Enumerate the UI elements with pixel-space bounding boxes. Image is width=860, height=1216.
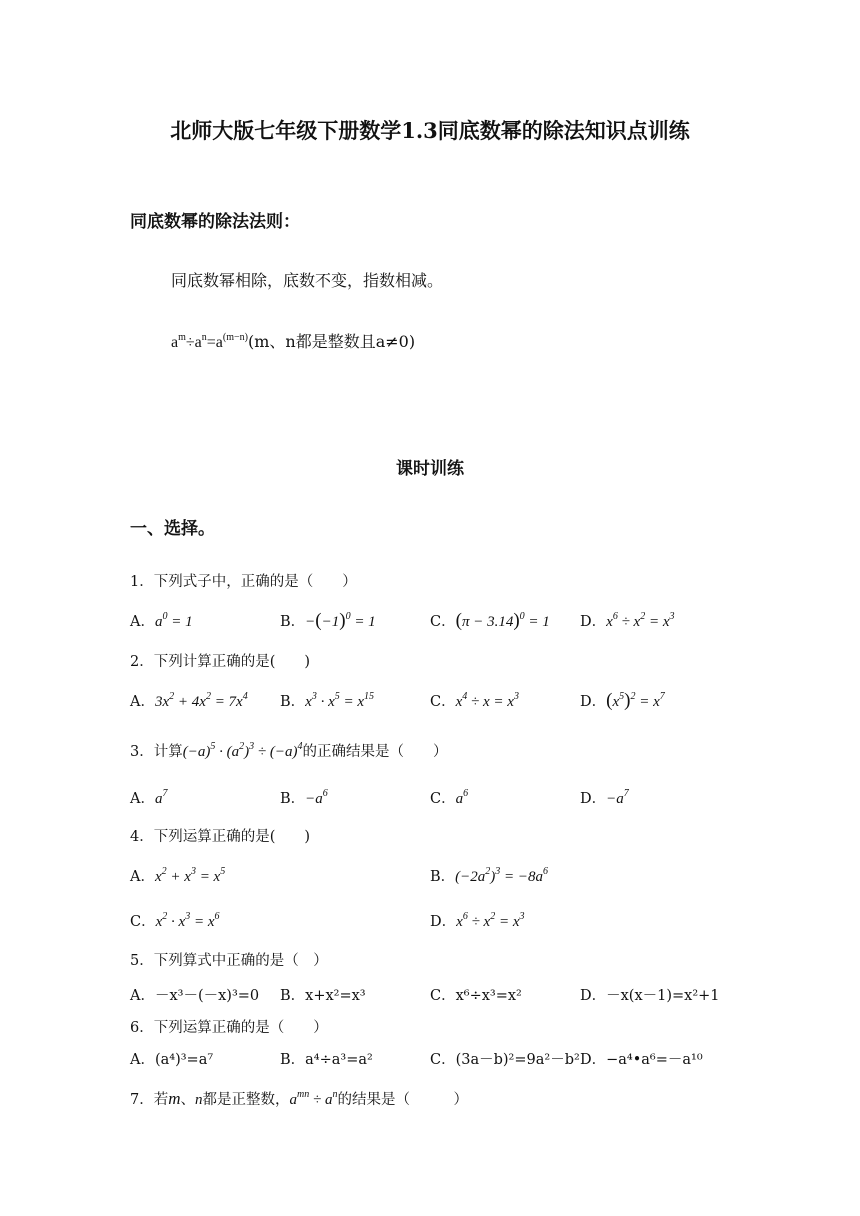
rule-text: 同底数幂相除，底数不变，指数相减。: [171, 271, 444, 290]
question-7-stem: 7．若m、n都是正整数，$a^{mn} \div a^n$的结果是（ ）: [130, 1089, 468, 1108]
q4-option-b: B．$(-2a^2)^3 = -8a^6$: [430, 866, 549, 885]
question-3-stem: 3．计算$(-a)^5 \cdot (a^2)^3 \div (-a)^4$的正确结果是（ ）: [130, 741, 448, 760]
formula-line: $a^m\div a^n=a^{(m-n)}(m$、n都是整数且a≠0): [171, 332, 416, 351]
q2-option-d: D．$(x^5)^2 = x^7$: [580, 690, 665, 711]
formula-condition: (m、n都是整数且a≠0): [247, 332, 416, 351]
q3-option-c: C．$a^6$: [430, 788, 469, 807]
q6-option-a: A．(a⁴)³=a⁷: [130, 1052, 214, 1068]
rule-heading: 同底数幂的除法法则：: [130, 212, 300, 232]
question-6-stem: 6．下列运算正确的是（ ）: [130, 1020, 328, 1036]
q4-option-c: C．$x^2 \cdot x^3 = x^6$: [130, 911, 220, 930]
q3-option-a: A．$a^7$: [130, 788, 168, 807]
q5-option-b: B．x+x²=x³: [280, 988, 366, 1004]
question-5-stem: 5．下列算式中正确的是（ ）: [130, 953, 328, 969]
q1-option-b: B．$-(-1)^0 = 1$: [280, 610, 376, 631]
q5-option-a: A．－x³－(－x)³=0: [130, 988, 260, 1004]
q1-option-d: D．$x^6 \div x^2 = x^3$: [580, 611, 675, 630]
q2-option-c: C．$x^4 \div x = x^3$: [430, 691, 519, 710]
q3-option-d: D．$-a^7$: [580, 788, 629, 807]
page-title: 北师大版七年级下册数学1.3同底数幂的除法知识点训练: [170, 118, 690, 143]
q3-option-b: B．$-a^6$: [280, 788, 328, 807]
question-2-stem: 2．下列计算正确的是( ): [130, 654, 311, 670]
q2-option-b: B．$x^3 \cdot x^5 = x^{15}$: [280, 691, 375, 710]
q1-option-c: C．$(\pi - 3.14)^0 = 1$: [430, 610, 550, 631]
q1-option-a: A．$a^0 = 1$: [130, 611, 193, 630]
q6-option-c: C．(3a－b)²=9a²－b²: [430, 1052, 580, 1068]
q2-option-a: A．$3x^2 + 4x^2 = 7x^4$: [130, 691, 248, 710]
q6-option-b: B．a⁴÷a³=a²: [280, 1052, 373, 1068]
q6-option-d: D．−a⁴•a⁶=－a¹⁰: [580, 1052, 703, 1068]
part1-heading: 一、选择。: [130, 519, 215, 539]
question-4-stem: 4．下列运算正确的是( ): [130, 829, 311, 845]
q4-option-a: A．$x^2 + x^3 = x^5$: [130, 866, 226, 885]
question-1-stem: 1．下列式子中，正确的是（ ）: [130, 574, 357, 590]
section-title: 课时训练: [396, 459, 464, 479]
q4-option-d: D．$x^6 \div x^2 = x^3$: [430, 911, 525, 930]
q5-option-d: D．－x(x－1)=x²+1: [580, 988, 720, 1004]
q5-option-c: C．x⁶÷x³=x²: [430, 988, 522, 1004]
